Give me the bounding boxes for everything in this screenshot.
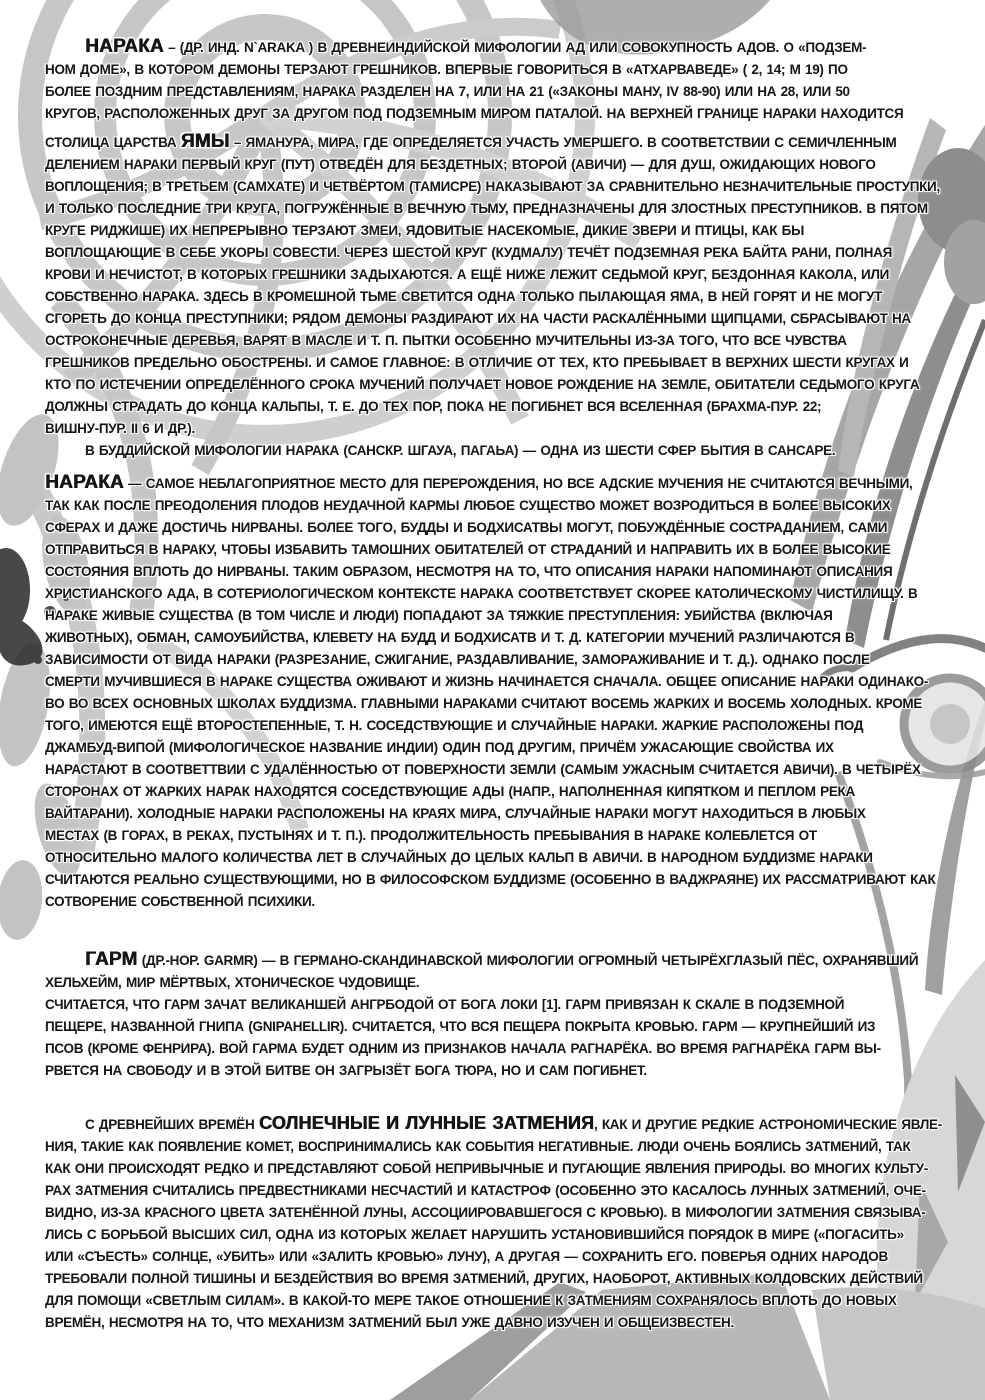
term-yama: ЯМЫ bbox=[180, 131, 230, 152]
text-line: ВИШНУ-ПУР. II 6 И ДР.). bbox=[45, 421, 195, 436]
text-line: БОЛЕЕ ПОЗДНИМ ПРЕДСТАВЛЕНИЯМ, НАРАКА РАЗДЕЛЕН НА 7, ИЛИ НА 21 («ЗАКОНЫ МАНУ, IV 88-90) ИЛИ НА 28, ИЛИ 50 bbox=[45, 84, 850, 99]
section-naraka-buddhist bbox=[45, 472, 960, 913]
text-line: НОМ ДОМЕ», В КОТОРОМ ДЕМОНЫ ТЕРЗАЮТ ГРЕШНИКОВ. ВПЕРВЫЕ ГОВОРИТЬСЯ В «АТХАРВАВЕДЕ» ( 2, 14; М 19) ПО bbox=[45, 62, 848, 77]
text-line: КРУГЕ РИДЖИШЕ) ИХ НЕПРЕРЫВНО ТЕРЗАЮТ ЗМЕИ, ЯДОВИТЫЕ НАСЕКОМЫЕ, ДИКИЕ ЗВЕРИ И ПТИЦЫ, КАК БЫ bbox=[45, 223, 804, 238]
text-line: ИЛИ «СЪЕСТЬ» СОЛНЦЕ, «УБИТЬ» ИЛИ «ЗАЛИТЬ КРОВЬЮ» ЛУНУ), А ДРУГАЯ — СОХРАНИТЬ ЕГО. ПОВЕРЬЯ ОДНИХ НАРОДОВ bbox=[45, 1249, 888, 1264]
term-naraka: НАРАКА bbox=[45, 472, 124, 493]
text-line: СМЕРТИ МУЧИВШИЕСЯ В НАРАКЕ СУЩЕСТВА ОЖИВАЮТ И ЖИЗНЬ НАЧИНАЕТСЯ СНАЧАЛА. ОБЩЕЕ ОПИСАНИЕ НАРАКИ ОДИНАКО- bbox=[45, 674, 929, 689]
text-line-yama bbox=[45, 131, 960, 154]
text-line: – (ДР. ИНД. N`ARAKA ) В ДРЕВНЕИНДИЙСКОЙ МИФОЛОГИИ АД ИЛИ СОВОКУПНОСТЬ АДОВ. О «ПОДЗЕМ- bbox=[163, 40, 867, 55]
text-line: ВОПЛОЩАЮЩИЕ В СЕБЕ УКОРЫ СОВЕСТИ. ЧЕРЕЗ ШЕСТОЙ КРУГ (КУДМАЛУ) ТЕЧЁТ ПОДЗЕМНАЯ РЕКА БАЙТА РАНИ, ПОЛНАЯ bbox=[45, 245, 892, 260]
text-line: КТО ПО ИСТЕЧЕНИИ ОПРЕДЕЛЁННОГО СРОКА МУЧЕНИЙ ПОЛУЧАЕТ НОВОЕ РОЖДЕНИЕ НА ЗЕМЛЕ, ОБИТАТЕЛИ СЕДЬМОГО КРУГА bbox=[45, 377, 920, 392]
text-line: КАК ОНИ ПРОИСХОДЯТ РЕДКО И ПРЕДСТАВЛЯЮТ СОБОЙ НЕПРИВЫЧНЫЕ И ПУГАЮЩИЕ ЯВЛЕНИЯ ПРИРОДЫ. ВО МНОГИХ КУЛЬТУ- bbox=[45, 1161, 928, 1176]
text-line: СОТВОРЕНИЕ СОБСТВЕННОЙ ПСИХИКИ. bbox=[45, 894, 315, 909]
text-line: ПСОВ (КРОМЕ ФЕНРИРА). ВОЙ ГАРМА БУДЕТ ОДНИМ ИЗ ПРИЗНАКОВ НАЧАЛА РАГНАРЁКА. ВО ВРЕМЯ РАГНАРЁКА ГАРМ ВЫ- bbox=[45, 1041, 881, 1056]
text-line: СЧИТАЕТСЯ, ЧТО ГАРМ ЗАЧАТ ВЕЛИКАНШЕЙ АНГРБОДОЙ ОТ БОГА ЛОКИ [1]. ГАРМ ПРИВЯЗАН К СКАЛЕ В ПОДЗЕМНОЙ bbox=[45, 997, 845, 1012]
paragraph-first-line bbox=[45, 36, 960, 59]
text-line: ХРИСТИАНСКОГО АДА, В СОТЕРИОЛОГИЧЕСКОМ КОНТЕКСТЕ НАРАКА СООТВЕТСТВУЕТ СКОРЕЕ КАТОЛИЧЕСКОМУ ЧИСТИЛИЩУ. В bbox=[45, 586, 918, 601]
text-line: ВРЕМЁН, НЕСМОТРЯ НА ТО, ЧТО МЕХАНИЗМ ЗАТМЕНИЙ БЫЛ УЖЕ ДАВНО ИЗУЧЕН И ОБЩЕИЗВЕСТЕН. bbox=[45, 1315, 734, 1330]
text-line: ЛИСЬ С БОРЬБОЙ ВЫСШИХ СИЛ, ОДНА ИЗ КОТОРЫХ ЖЕЛАЕТ НАРУШИТЬ УСТАНОВИВШИЙСЯ ПОРЯДОК В МИРЕ («ПОГАСИТЬ» bbox=[45, 1227, 904, 1242]
text-line: И ТОЛЬКО ПОСЛЕДНИЕ ТРИ КРУГА, ПОГРУЖЁННЫЕ В ВЕЧНУЮ ТЬМУ, ПРЕДНАЗНАЧЕНЫ ДЛЯ ЗЛОСТНЫХ ПРЕСТУПНИКОВ. В ПЯТОМ bbox=[45, 201, 928, 216]
text-line: С ДРЕВНЕЙШИХ ВРЕМЁН bbox=[85, 1117, 259, 1132]
text-line: ДЛЯ ПОМОЩИ «СВЕТЛЫМ СИЛАМ». В КАКОЙ-ТО МЕРЕ ТАКОЕ ОТНОШЕНИЕ К ЗАТМЕНИЯМ СОХРАНЯЛОСЬ ВПЛОТЬ ДО НОВЫХ bbox=[45, 1293, 897, 1308]
text-line: ТАК КАК ПОСЛЕ ПРЕОДОЛЕНИЯ ПЛОДОВ НЕУДАЧНОЙ КАРМЫ ЛЮБОЕ СУЩЕСТВО МОЖЕТ ВОЗРОДИТЬСЯ В БОЛЕЕ ВЫСОКИХ bbox=[45, 498, 891, 513]
text-line: ОТПРАВИТЬСЯ В НАРАКУ, ЧТОБЫ ИЗБАВИТЬ ТАМОШНИХ ОБИТАТЕЛЕЙ ОТ СТРАДАНИЙ И НАПРАВИТЬ ИХ В БОЛЕЕ ВЫСОКИЕ bbox=[45, 542, 891, 557]
text-line: МЕСТАХ (В ГОРАХ, В РЕКАХ, ПУСТЫНЯХ И Т. П.). ПРОДОЛЖИТЕЛЬНОСТЬ ПРЕБЫВАНИЯ В НАРАКЕ КОЛЕБЛЕТСЯ ОТ bbox=[45, 828, 817, 843]
text-line: СЧИТАЮТСЯ РЕАЛЬНО СУЩЕСТВУЮЩИМИ, НО В ФИЛОСОФСКОМ БУДДИЗМЕ (ОСОБЕННО В ВАДЖРАЯНЕ) ИХ РАССМАТРИВАЮТ КАК bbox=[45, 872, 936, 887]
section-naraka-hindu bbox=[45, 36, 960, 462]
text-line: СОСТОЯНИЯ ВПЛОТЬ ДО НИРВАНЫ. ТАКИМ ОБРАЗОМ, НЕСМОТРЯ НА ТО, ЧТО ОПИСАНИЯ НАРАКИ НАПОМИНАЮТ ОПИСАНИЯ bbox=[45, 564, 893, 579]
section-garm bbox=[45, 949, 960, 1082]
text-line: ЖИВОТНЫХ), ОБМАН, САМОУБИЙСТВА, КЛЕВЕТУ НА БУДД И БОДХИСАТВ И Т. Д. КАТЕГОРИИ МУЧЕНИЙ РАЗЛИЧАЮТСЯ В bbox=[45, 630, 855, 645]
text-line: ДОЛЖНЫ СТРАДАТЬ ДО КОНЦА КАЛЬПЫ, Т. Е. ДО ТЕХ ПОР, ПОКА НЕ ПОГИБНЕТ ВСЯ ВСЕЛЕННАЯ (БРАХМА-ПУР. 22; bbox=[45, 399, 822, 414]
term-garm: ГАРМ bbox=[85, 949, 138, 970]
text-line-buddhist-note: В БУДДИЙСКОЙ МИФОЛОГИИ НАРАКА (САНСКР. ШГАУА, ПАГАЬА) — ОДНА ИЗ ШЕСТИ СФЕР БЫТИЯ В САНСАРЕ. bbox=[85, 443, 836, 458]
paragraph-first-line bbox=[45, 949, 960, 972]
text-line: ДЕЛЕНИЕМ НАРАКИ ПЕРВЫЙ КРУГ (ПУТ) ОТВЕДЁН ДЛЯ БЕЗДЕТНЫХ; ВТОРОЙ (АВИЧИ) — ДЛЯ ДУШ, ОЖИДАЮЩИХ НОВОГО bbox=[45, 157, 876, 172]
text-line: КРУГОВ, РАСПОЛОЖЕННЫХ ДРУГ ЗА ДРУГОМ ПОД ПОДЗЕМНЫМ МИРОМ ПАТАЛОЙ. НА ВЕРХНЕЙ ГРАНИЦЕ НАРАКИ НАХОДИТСЯ bbox=[45, 106, 904, 121]
text-line: ВАЙТАРАНИ). ХОЛОДНЫЕ НАРАКИ РАСПОЛОЖЕНЫ НА КРАЯХ МИРА, СЛУЧАЙНЫЕ НАРАКИ МОГУТ НАХОДИТЬСЯ В ЛЮБЫХ bbox=[45, 806, 866, 821]
text-line: – ЯМАНУРА, МИРА, ГДЕ ОПРЕДЕЛЯЕТСЯ УЧАСТЬ УМЕРШЕГО. В СООТВЕТСТВИИ С СЕМИЧЛЕННЫМ bbox=[229, 135, 897, 150]
text-line: ГРЕШНИКОВ ПРЕДЕЛЬНО ОБОСТРЕНЫ. И САМОЕ ГЛАВНОЕ: В ОТЛИЧИЕ ОТ ТЕХ, КТО ПРЕБЫВАЕТ В ВЕРХНИХ ШЕСТИ КРУГАХ И bbox=[45, 355, 909, 370]
section-eclipses bbox=[45, 1112, 960, 1334]
text-line: ХЕЛЬХЕЙМ, МИР МЁРТВЫХ, ХТОНИЧЕСКОЕ ЧУДОВИЩЕ. bbox=[45, 975, 420, 990]
text-line: ПЕЩЕРЕ, НАЗВАННОЙ ГНИПА (GNIPAHELLIR). СЧИТАЕТСЯ, ЧТО ВСЯ ПЕЩЕРА ПОКРЫТА КРОВЬЮ. ГАРМ — КРУПНЕЙШИЙ ИЗ bbox=[45, 1019, 876, 1034]
text-line: ДЖАМБУД-ВИПОЙ (МИФОЛОГИЧЕСКОЕ НАЗВАНИЕ ИНДИИ) ОДИН ПОД ДРУГИМ, ПРИЧЁМ УЖАСАЮЩИЕ СВОЙСТВА ИХ bbox=[45, 740, 834, 755]
text-line: СТОЛИЦА ЦАРСТВА bbox=[45, 135, 181, 150]
text-line: РАХ ЗАТМЕНИЯ СЧИТАЛИСЬ ПРЕДВЕСТНИКАМИ НЕСЧАСТИЙ И КАТАСТРОФ (ОСОБЕННО ЭТО КАСАЛОСЬ ЛУННЫХ ЗАТМЕНИЙ, ОЧЕ- bbox=[45, 1183, 926, 1198]
article-text bbox=[45, 36, 960, 1334]
text-line: (ДР.-НОР. GARMR) — В ГЕРМАНО-СКАНДИНАВСКОЙ МИФОЛОГИИ ОГРОМНЫЙ ЧЕТЫРЁХГЛАЗЫЙ ПЁС, ОХРАНЯВШИЙ bbox=[137, 953, 919, 968]
text-line: ТРЕБОВАЛИ ПОЛНОЙ ТИШИНЫ И БЕЗДЕЙСТВИЯ ВО ВРЕМЯ ЗАТМЕНИЙ, ДРУГИХ, НАОБОРОТ, АКТИВНЫХ КОЛДОВСКИХ ДЕЙСТВИЙ bbox=[45, 1271, 923, 1286]
text-line: НАРАСТАЮТ В СООТВЕТТВИИ С УДАЛЁННОСТЬЮ ОТ ПОВЕРХНОСТИ ЗЕМЛИ (САМЫМ УЖАСНЫМ СЧИТАЕТСЯ АВИЧИ). В ЧЕТЫРЁХ bbox=[45, 762, 921, 777]
text-line: НАРАКЕ ЖИВЫЕ СУЩЕСТВА (В ТОМ ЧИСЛЕ И ЛЮДИ) ПОПАДАЮТ ЗА ТЯЖКИЕ ПРЕСТУПЛЕНИЯ: УБИЙСТВА (ВКЛЮЧАЯ bbox=[45, 608, 833, 623]
text-line: РВЕТСЯ НА СВОБОДУ И В ЭТОЙ БИТВЕ ОН ЗАГРЫЗЁТ БОГА ТЮРА, НО И САМ ПОГИБНЕТ. bbox=[45, 1063, 647, 1078]
text-line: ОТНОСИТЕЛЬНО МАЛОГО КОЛИЧЕСТВА ЛЕТ В СЛУЧАЙНЫХ ДО ЦЕЛЫХ КАЛЬП В АВИЧИ. В НАРОДНОМ БУДДИЗМЕ НАРАКИ bbox=[45, 850, 873, 865]
text-line: , КАК И ДРУГИЕ РЕДКИЕ АСТРОНОМИЧЕСКИЕ ЯВЛЕ- bbox=[593, 1117, 942, 1132]
term-eclipses: СОЛНЕЧНЫЕ И ЛУННЫЕ ЗАТМЕНИЯ bbox=[258, 1113, 594, 1133]
text-line: СТОРОНАХ ОТ ЖАРКИХ НАРАК НАХОДЯТСЯ СОСЕДСТВУЮЩИЕ АДЫ (НАПР., НАПОЛНЕННАЯ КИПЯТКОМ И ПЕПЛОМ РЕКА bbox=[45, 784, 855, 799]
term-naraka: НАРАКА bbox=[85, 36, 164, 57]
text-line: ВОПЛОЩЕНИЯ; В ТРЕТЬЕМ (САМХАТЕ) И ЧЕТВЁРТОМ (ТАМИСРЕ) НАКАЗЫВАЮТ ЗА СРАВНИТЕЛЬНО НЕЗНАЧИТЕЛЬНЫЕ ПРОСТУПКИ, bbox=[45, 179, 940, 194]
text-line: СОБСТВЕННО НАРАКА. ЗДЕСЬ В КРОМЕШНОЙ ТЬМЕ СВЕТИТСЯ ОДНА ТОЛЬКО ПЫЛАЮЩАЯ ЯМА, В НЕЙ ГОРЯТ И НЕ МОГУТ bbox=[45, 289, 883, 304]
text-line: КРОВИ И НЕЧИСТОТ, В КОТОРЫХ ГРЕШНИКИ ЗАДЫХАЮТСЯ. А ЕЩЁ НИЖЕ ЛЕЖИТ СЕДЬМОЙ КРУГ, БЕЗДОННАЯ КАКОЛА, ИЛИ bbox=[45, 267, 890, 282]
text-line: ТОГО, ИМЕЮТСЯ ЕЩЁ ВТОРОСТЕПЕННЫЕ, Т. Н. СОСЕДСТВУЮЩИЕ И СЛУЧАЙНЫЕ НАРАКИ. ЖАРКИЕ РАСПОЛОЖЕНЫ ПОД bbox=[45, 718, 864, 733]
text-line: СФЕРАХ И ДАЖЕ ДОСТИЧЬ НИРВАНЫ. БОЛЕЕ ТОГО, БУДДЫ И БОДХИСАТВЫ МОГУТ, ПОБУЖДЁННЫЕ СОСТРАДАНИЕМ, САМИ bbox=[45, 520, 888, 535]
text-line: СГОРЕТЬ ДО КОНЦА ПРЕСТУПНИКИ; РЯДОМ ДЕМОНЫ РАЗДИРАЮТ ИХ НА ЧАСТИ РАСКАЛЁННЫМИ ЩИПЦАМИ, СБРАСЫВАЮТ НА bbox=[45, 311, 911, 326]
text-line: ВИДНО, ИЗ-ЗА КРАСНОГО ЦВЕТА ЗАТЕНЁННОЙ ЛУНЫ, АССОЦИИРОВАВШЕГОСЯ С КРОВЬЮ). В МИФОЛОГИИ ЗАТМЕНИЯ СВЯЗЫВА- bbox=[45, 1205, 926, 1220]
text-line: ЗАВИСИМОСТИ ОТ ВИДА НАРАКИ (РАЗРЕЗАНИЕ, СЖИГАНИЕ, РАЗДАВЛИВАНИЕ, ЗАМОРАЖИВАНИЕ И Т. Д.). ОДНАКО ПОСЛЕ bbox=[45, 652, 870, 667]
paragraph-first-line bbox=[45, 1112, 960, 1136]
text-line: ОСТРОКОНЕЧНЫЕ ДЕРЕВЬЯ, ВАРЯТ В МАСЛЕ И Т. П. ПЫТКИ ОСОБЕННО МУЧИТЕЛЬНЫ ИЗ-ЗА ТОГО, ЧТО ВСЕ ЧУВСТВА bbox=[45, 333, 847, 348]
text-line: — САМОЕ НЕБЛАГОПРИЯТНОЕ МЕСТО ДЛЯ ПЕРЕРОЖДЕНИЯ, НО ВСЕ АДСКИЕ МУЧЕНИЯ НЕ СЧИТАЮТСЯ ВЕЧНЫМИ, bbox=[123, 476, 913, 491]
text-line: НИЯ, ТАКИЕ КАК ПОЯВЛЕНИЕ КОМЕТ, ВОСПРИНИМАЛИСЬ КАК СОБЫТИЯ НЕГАТИВНЫЕ. ЛЮДИ ОЧЕНЬ БОЯЛИСЬ ЗАТМЕНИЙ, ТАК bbox=[45, 1139, 911, 1154]
text-line: ВО ВО ВСЕХ ОСНОВНЫХ ШКОЛАХ БУДДИЗМА. ГЛАВНЫМИ НАРАКАМИ СЧИТАЮТ ВОСЕМЬ ЖАРКИХ И ВОСЕМЬ ХОЛОДНЫХ. КРОМЕ bbox=[45, 696, 923, 711]
paragraph-first-line bbox=[45, 472, 960, 495]
